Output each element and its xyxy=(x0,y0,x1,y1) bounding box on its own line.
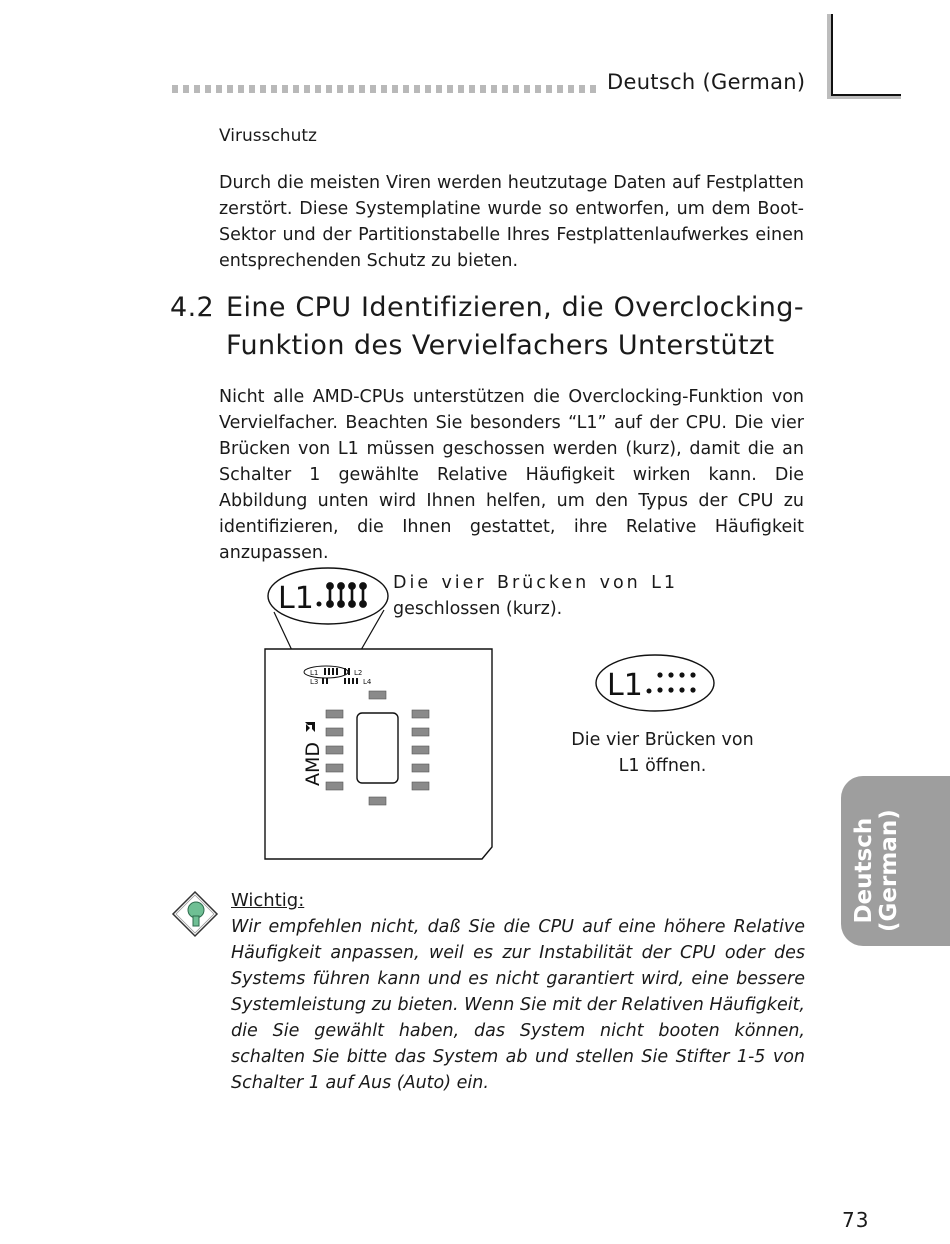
chip-label-l4: L4 xyxy=(363,678,372,686)
caption-bridges-open xyxy=(560,727,765,779)
paragraph-virus: Durch die meisten Viren werden heutzutage Daten auf Festplatten zerstört. Diese Systemplatine wurde so entworfen, um dem Boot-Sektor und der Partitionstabelle Ihres Festplattenlaufwerkes einen entsprechenden Schutz zu bieten. xyxy=(219,173,804,271)
cpu-die xyxy=(357,713,398,783)
magnified-l1-label: L1 xyxy=(278,581,314,616)
important-label: Wichtig: xyxy=(231,890,305,911)
subheading-virus: Virusschutz xyxy=(219,126,317,146)
caption-closed-line1: Die vier Brücken von L1 xyxy=(393,573,678,593)
section-number: 4.2 xyxy=(170,292,215,323)
l1-dot xyxy=(317,602,322,607)
section-title-line2: Funktion des Vervielfachers Unterstützt xyxy=(226,330,775,361)
open-l1-label: L1 xyxy=(607,668,643,703)
header-language-label: Deutsch (German) xyxy=(607,70,806,94)
open-l1-dot xyxy=(647,689,652,694)
section-title-line1: Eine CPU Identifizieren, die Overclocking- xyxy=(226,292,804,323)
caption-bridges-closed xyxy=(393,570,678,622)
caption-open-line1: Die vier Brücken von xyxy=(571,730,754,750)
open-bridges-diagram xyxy=(593,652,717,714)
chip-label-l2: L2 xyxy=(354,669,363,677)
chip-label-l1: L1 xyxy=(310,669,319,677)
header-dotted-rule xyxy=(172,85,597,93)
amd-logo-text: AMD xyxy=(302,741,324,786)
caption-open-line2: L1 öffnen. xyxy=(618,756,707,776)
paragraph-cpu: Nicht alle AMD-CPUs unterstützen die Overclocking-Funktion von Vervielfacher. Beachten Sie besonders “L1” auf der CPU. Die vier Brücken von L1 müssen geschossen werden (kurz), damit die an Schalter 1 gewählte Relative Häufigkeit wirken kann. Die Abbildung unten wird Ihnen helfen, um den Typus der CPU zu identifizieren, die Ihnen gestattet, ihre Relative Häufigkeit anzupassen. xyxy=(219,387,804,563)
side-tab-label xyxy=(852,809,902,932)
important-note-text: Wir empfehlen nicht, daß Sie die CPU auf eine höhere Relative Häufigkeit anpassen, weil es zur Instabilität der CPU oder des Systems führen kann und es nicht garantiert wird, eine bessere Systemleistung zu bieten. Wenn Sie mit der Relativen Häufigkeit, die Sie gewählt haben, das System nicht booten können, schalten Sie bitte das System ab und stellen Sie Stifter 1-5 von Schalter 1 auf Aus (Auto) ein. xyxy=(231,917,805,1093)
tip-diamond-icon xyxy=(171,890,219,938)
chip-label-l3: L3 xyxy=(310,678,319,686)
side-tab-line1: Deutsch xyxy=(851,817,877,924)
page-corner-mark-line xyxy=(831,14,833,96)
page-corner-mark-shadow xyxy=(827,96,901,99)
side-tab-line2: (German) xyxy=(876,809,902,932)
caption-closed-line2: geschlossen (kurz). xyxy=(393,599,563,619)
page-number: 73 xyxy=(842,1208,870,1232)
